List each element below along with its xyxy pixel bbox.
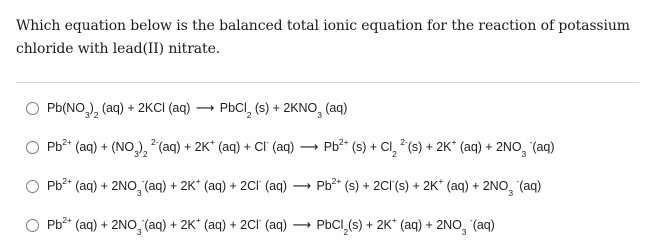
- question-text: Which equation below is the balanced total ionic equation for the reaction of potassium chloride with lead(II) nitrate.: [16, 18, 630, 57]
- reaction-arrow: ⟶: [195, 100, 215, 115]
- divider: [16, 82, 639, 83]
- answer-option-3[interactable]: [26, 174, 636, 198]
- radio-button-1[interactable]: [26, 102, 39, 115]
- answer-option-1-equation: $Pb(NO_3)_2$ (aq) + 2KCl (aq) ⟶ PbCl$_2$ $(s) + 2KNO_3$ (aq): [47, 100, 348, 120]
- answer-option-3-equation: $Pb^{2+}$ $(aq) + 2NO_3^-(aq) + 2K^+$ (aq) + 2Cl- (aq) ⟶ $Pb^{2+}$ (s) + 2Cl-(s) + 2K+ $(aq) + 2NO_3$ -(aq): [47, 175, 542, 198]
- radio-button-3[interactable]: [26, 180, 39, 193]
- radio-button-4[interactable]: [26, 219, 39, 232]
- reaction-arrow: ⟶: [299, 139, 319, 154]
- radio-button-2[interactable]: [26, 141, 39, 154]
- answer-option-2-equation: $Pb^{2+}$ $(aq) + (NO_3)_2$ $^{2-}$(aq) + 2K+ (aq) + Cl- (aq) ⟶ $Pb^{2+}$ $(s) + Cl_2$ $^{2-}$(s) + 2K+ $(aq) + 2NO_3$ -(aq): [47, 136, 555, 159]
- answer-options: [26, 96, 636, 252]
- answer-option-4-equation: $Pb^{2+}$ $(aq) + 2NO_3^-(aq) + 2K^+$ (aq) + 2Cl- (aq) ⟶ PbCl$_2$(s) + 2K+ $(aq) + 2NO_3$ -(aq): [47, 214, 495, 237]
- answer-option-4[interactable]: [26, 213, 636, 237]
- answer-option-2[interactable]: [26, 135, 636, 159]
- reaction-arrow: ⟶: [292, 217, 312, 232]
- reaction-arrow: ⟶: [292, 178, 312, 193]
- answer-option-1[interactable]: [26, 96, 636, 120]
